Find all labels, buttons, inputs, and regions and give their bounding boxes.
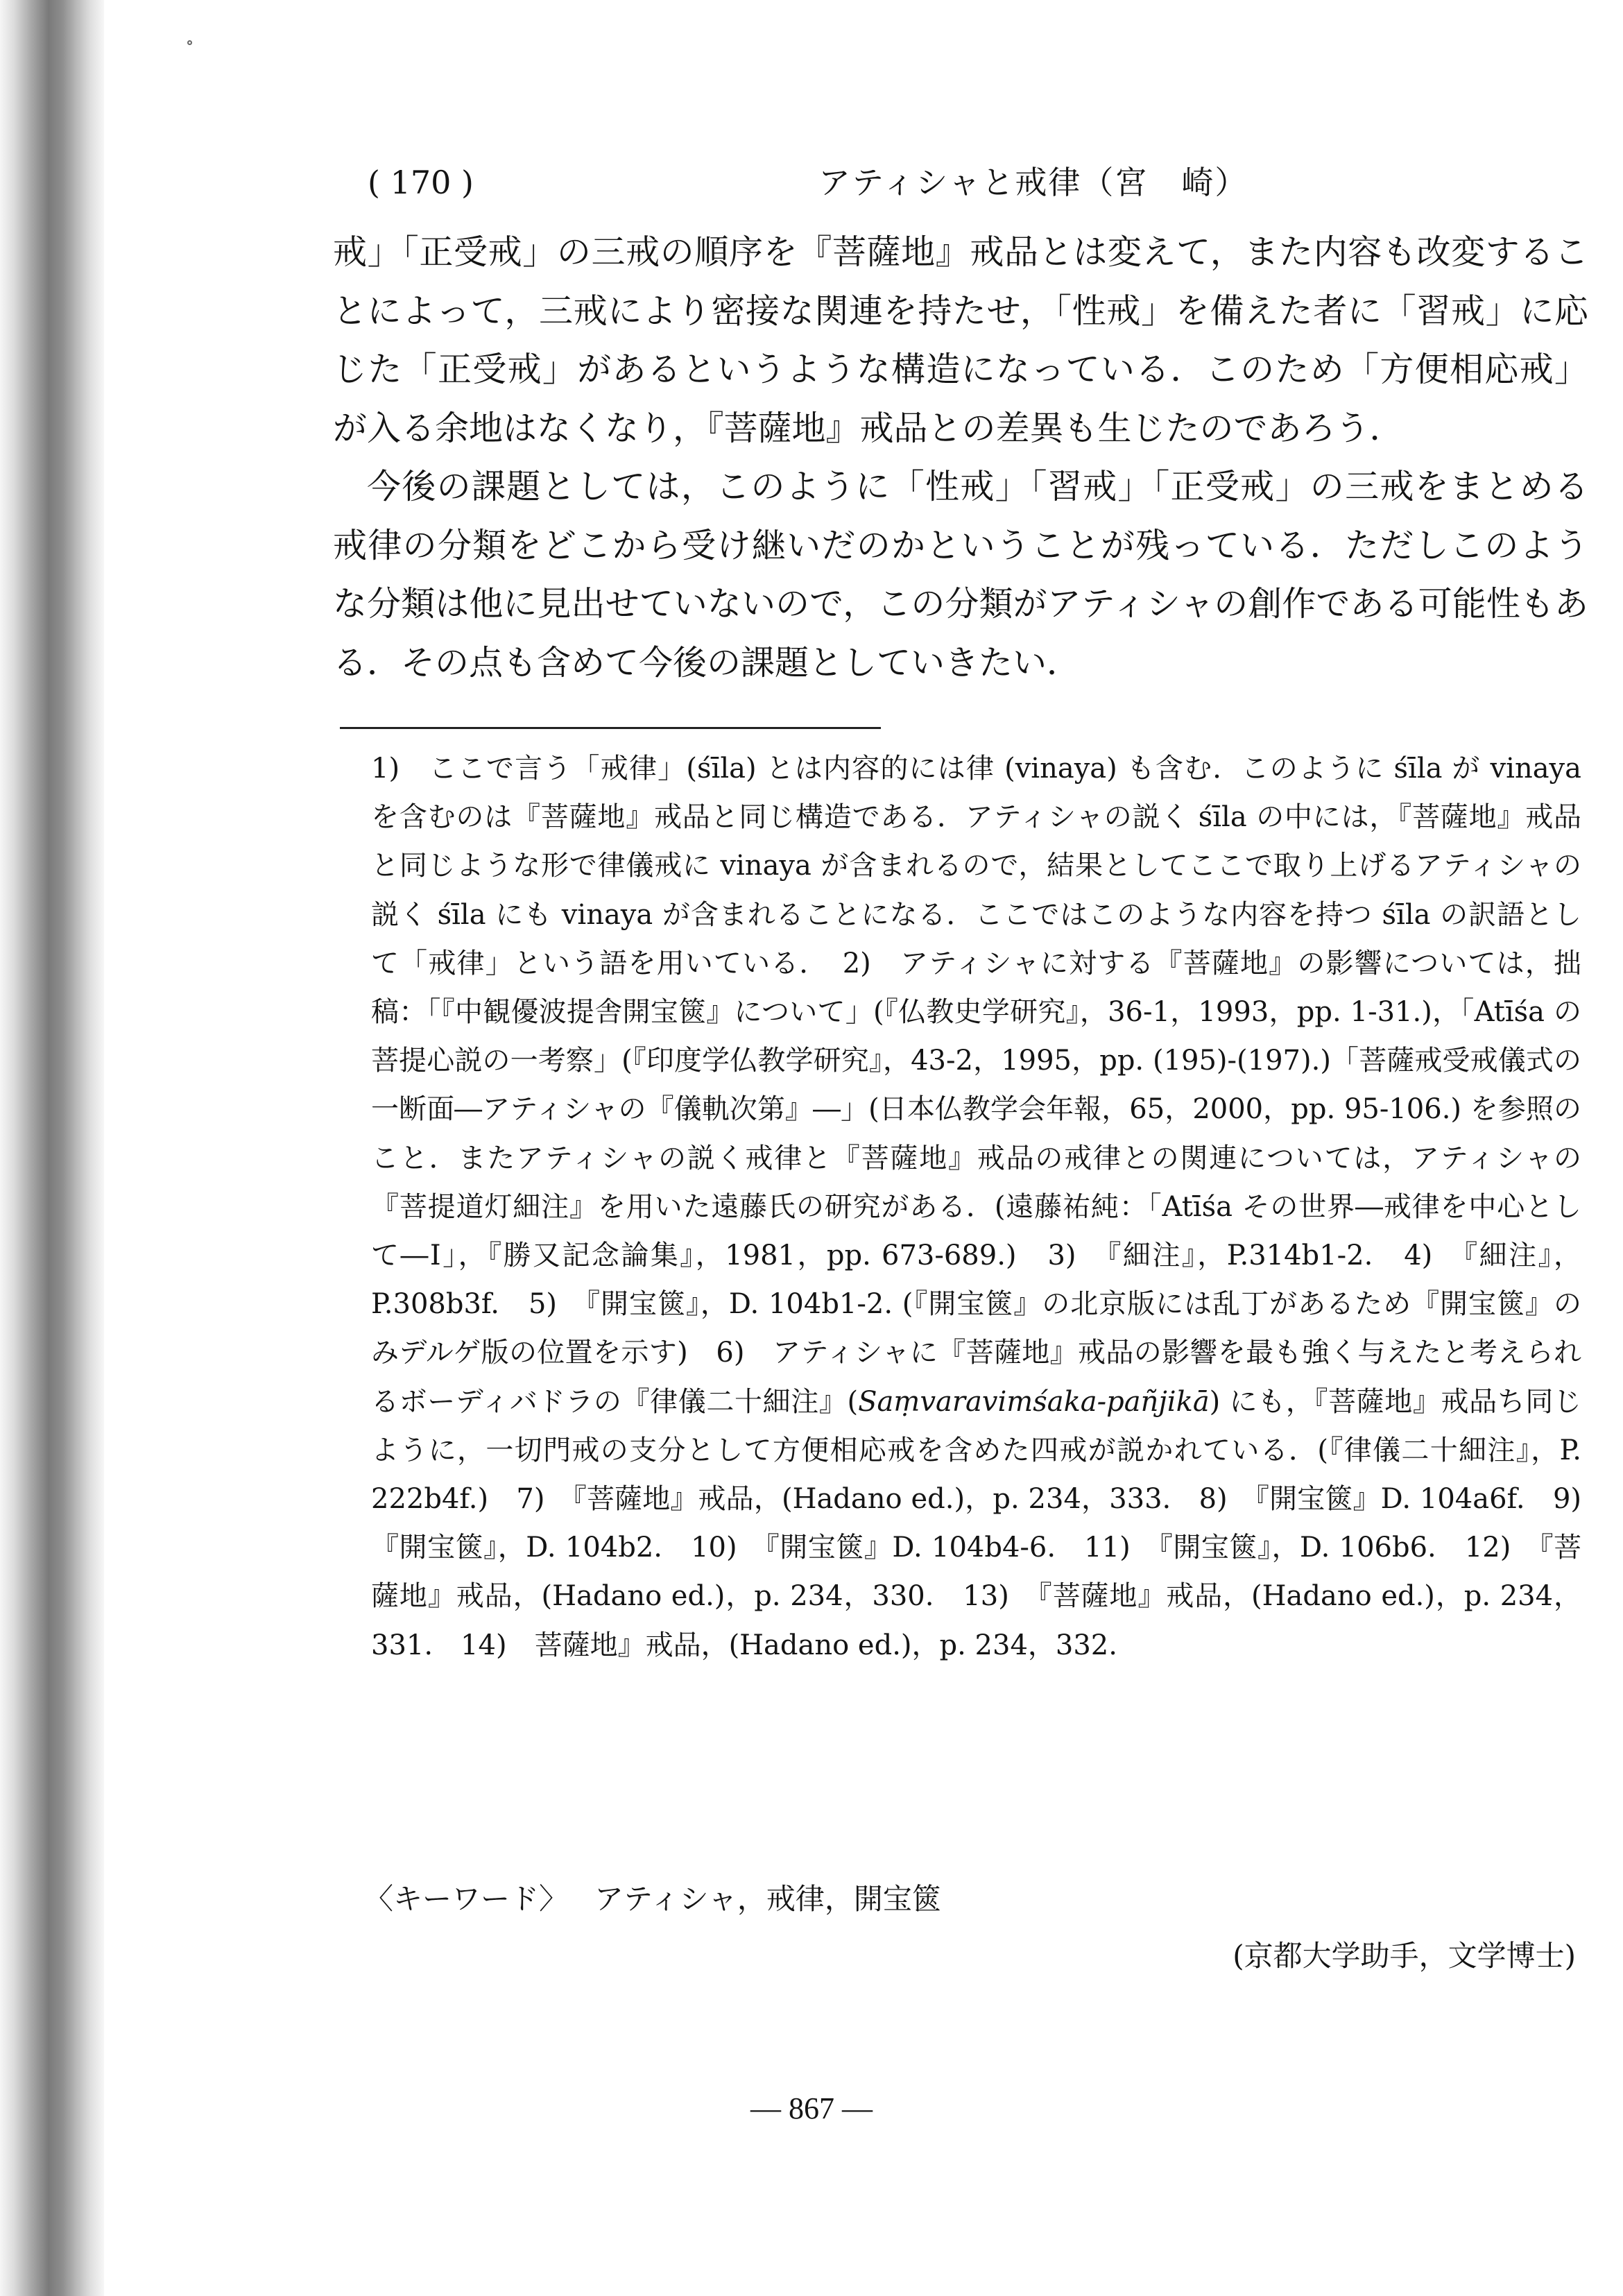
header-page-number: ( 170 ) xyxy=(368,164,474,201)
footnotes-segment-2: ) にも，『菩薩地』戒品ち同じように，一切門戒の支分として方便相応戒を含めた四戒が説かれている．(『律儀二十細注』，P. 222b4f.) 7) 『菩薩地』戒品，(Hadano ed.)，p. 234，333. 8) 『開宝篋』D. 104a6f. 9) 『開宝篋』，D. 104b2. 10) 『開宝篋』D. 104b4-6. 11) 『開宝篋』，D. 106b6. 12) 『菩薩地』戒品，(Hadano ed.)，p. 234，330. 13) 『菩薩地』戒品，(Hadano ed.)，p. 234，331. 14) 菩薩地』戒品，(Hadano ed.)，p. 234，332. xyxy=(371,1385,1609,1661)
footnotes-segment-1: 1) ここで言う「戒律」(śīla) とは内容的には律 (vinaya) も含む．このように śīla が vinaya を含むのは『菩薩地』戒品と同じ構造である．アティシャの説く śīla の中には，『菩薩地』戒品と同じような形で律儀戒に vinaya が含まれるので，結果としてここで取り上げるアティシャの説く śīla にも vinaya が含まれることになる．ここではこのような内容を持つ śīla の訳語として「戒律」という語を用いている． 2) アティシャに対する『菩薩地』の影響については，拙稿：「『中観優波提舎開宝篋』について」(『仏教史学研究』，36-1，1993，pp. 1-31.)，「Atīśa の菩提心説の一考察」(『印度学仏教学研究』，43-2，1995，pp. (195)-(197).)「菩薩戒受戒儀式の一断面―アティシャの『儀軌次第』―」(日本仏教学会年報，65，2000，pp. 95-106.) を参照のこと．またアティシャの説く戒律と『菩薩地』戒品の戒律との関連については，アティシャの『菩提道灯細注』を用いた遠藤氏の研究がある．(遠藤祐純：「Atīśa その世界―戒律を中心として―Ⅰ」，『勝又記念論集』，1981，pp. 673-689.) 3) 『細注』，P.314b1-2. 4) 『細注』，P.308b3f. 5) 『開宝篋』，D. 104b1-2. (『開宝篋』の北京版には乱丁があるため『開宝篋』のみデルゲ版の位置を示す) 6) アティシャに『菩薩地』戒品の影響を最も強く与えたと考えられるボーディバドラの『律儀二十細注』( xyxy=(371,753,1581,1418)
keywords-label: 〈キーワード〉 xyxy=(364,1882,569,1916)
body-paragraph-2: 今後の課題としては，このように「性戒」「習戒」「正受戒」の三戒をまとめる戒律の分類をどこから受け継いだのかということが残っている．ただしこのような分類は他に見出せていないので，この分類がアティシャの創作である可能性もある．その点も含めて今後の課題としていきたい． xyxy=(333,467,1588,683)
main-text xyxy=(333,223,1588,692)
footnotes xyxy=(371,744,1609,1670)
author-affiliation: (京都大学助手，文学博士) xyxy=(1233,1939,1576,1973)
footnotes-paragraph xyxy=(371,744,1609,1670)
footnote-separator-rule xyxy=(340,727,881,729)
scan-binding-shadow xyxy=(0,0,104,2296)
header-title: アティシャと戒律（宮 崎） xyxy=(818,164,1248,201)
body-paragraph-1: 戒」「正受戒」の三戒の順序を『菩薩地』戒品とは変えて，また内容も改変することによって，三戒により密接な関連を持たせ，「性戒」を備えた者に「習戒」に応じた「正受戒」があるというような構造になっている．このため「方便相応戒」が入る余地はなくなり，『菩薩地』戒品との差異も生じたのであろう． xyxy=(333,232,1588,448)
keywords-line xyxy=(364,1878,941,1920)
footer-page-number: — 867 — xyxy=(750,2091,873,2125)
scan-speck xyxy=(187,40,192,45)
footnotes-italic-title: Saṃvaravimśaka-pañjikā xyxy=(858,1385,1210,1418)
keywords-terms: アティシャ，戒律，開宝篋 xyxy=(594,1882,941,1916)
running-head xyxy=(326,158,1505,207)
